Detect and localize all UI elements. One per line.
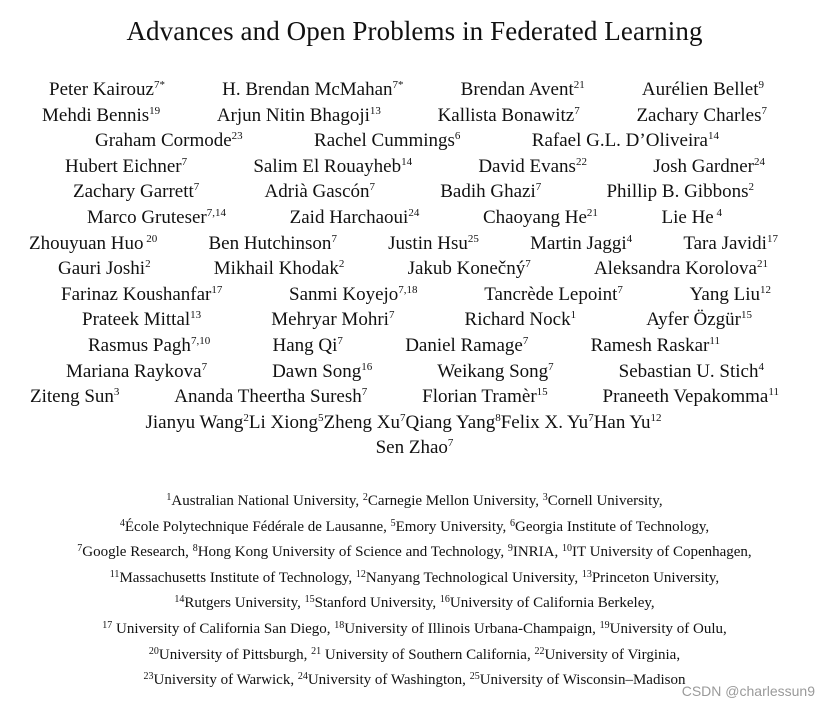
affiliation-name: Rutgers University, bbox=[184, 595, 305, 612]
author-name-text: Mehryar Mohri bbox=[271, 309, 389, 331]
affiliation-marker: 7,14 bbox=[206, 206, 227, 219]
affiliation-marker: 7 bbox=[400, 411, 406, 424]
author-name-text: Rasmus Pagh bbox=[88, 334, 191, 356]
author-name bbox=[290, 205, 420, 231]
author-name-text: Zheng Xu bbox=[323, 411, 400, 433]
author-name-text: Justin Hsu bbox=[388, 232, 468, 254]
author-name-text: Zhouyuan Huo bbox=[29, 232, 144, 254]
author-name bbox=[272, 359, 372, 385]
author-name bbox=[440, 179, 541, 205]
author-name bbox=[66, 359, 207, 385]
affiliation-row bbox=[0, 591, 829, 617]
author-name bbox=[95, 128, 243, 154]
affiliation-number: 18 bbox=[334, 619, 345, 631]
affiliation-name: University of Washington, bbox=[307, 672, 470, 689]
affiliation-marker: 7 bbox=[193, 181, 200, 194]
affiliation-marker: 7 bbox=[535, 181, 542, 194]
author-name-text: Hang Qi bbox=[272, 334, 338, 356]
author-name bbox=[289, 282, 418, 308]
author-row bbox=[0, 77, 829, 103]
author-name-text: Tancrède Lepoint bbox=[484, 283, 618, 305]
author-name bbox=[606, 179, 754, 205]
affiliation-marker: 7 bbox=[201, 360, 208, 373]
affiliation-marker: 7 bbox=[447, 437, 454, 450]
author-name bbox=[217, 103, 381, 129]
author-name-text: Marco Gruteser bbox=[87, 206, 207, 228]
author-name-text: Jianyu Wang bbox=[145, 411, 244, 433]
affiliation-number: 24 bbox=[297, 671, 308, 683]
author-name-text: H. Brendan McMahan bbox=[222, 79, 393, 100]
author-list bbox=[0, 77, 829, 461]
author-name bbox=[501, 410, 594, 436]
author-name-text: Weikang Song bbox=[437, 360, 549, 382]
author-name bbox=[594, 410, 662, 436]
affiliation-marker: 20 bbox=[143, 232, 158, 245]
author-name bbox=[483, 205, 598, 231]
author-name-text: Arjun Nitin Bhagoji bbox=[216, 104, 370, 126]
affiliation-number: 25 bbox=[469, 671, 480, 683]
author-name-text: Han Yu bbox=[593, 411, 651, 433]
author-row bbox=[0, 179, 829, 205]
affiliation-marker: 14 bbox=[708, 130, 719, 143]
affiliation-marker: 9 bbox=[758, 79, 764, 91]
affiliation-number: 5 bbox=[390, 517, 396, 529]
affiliation-name: University of Pittsburgh, bbox=[158, 646, 312, 663]
author-name bbox=[653, 154, 765, 180]
affiliation-marker: 11 bbox=[709, 334, 720, 347]
affiliation-number: 2 bbox=[362, 492, 368, 503]
author-name-text: Ben Hutchinson bbox=[208, 232, 332, 254]
affiliation-marker: 22 bbox=[575, 155, 587, 168]
affiliation-marker: 25 bbox=[467, 232, 479, 245]
author-name-text: Sanmi Koyejo bbox=[289, 283, 399, 305]
author-name-text: Sebastian U. Stich bbox=[618, 360, 759, 382]
affiliation-marker: 7 bbox=[588, 411, 594, 424]
affiliation-number: 20 bbox=[148, 645, 159, 657]
affiliation-marker: 19 bbox=[149, 104, 161, 117]
author-name bbox=[603, 384, 779, 410]
affiliation-marker: 14 bbox=[401, 155, 413, 168]
affiliation-name: University of Southern California, bbox=[321, 646, 535, 663]
affiliation-row bbox=[0, 643, 829, 669]
author-row bbox=[0, 231, 829, 257]
affiliation-name: Stanford University, bbox=[314, 595, 440, 612]
affiliation-number: 12 bbox=[355, 568, 366, 580]
author-row bbox=[0, 128, 829, 154]
affiliation-marker: 7* bbox=[153, 79, 165, 91]
author-name bbox=[29, 231, 157, 257]
author-name-text: Rachel Cummings bbox=[314, 130, 455, 152]
affiliation-name: Nanyang Technological University, bbox=[365, 569, 582, 586]
affiliation-marker: 17 bbox=[211, 283, 223, 296]
author-name bbox=[58, 256, 151, 282]
author-name-text: Hubert Eichner bbox=[65, 155, 182, 177]
author-name bbox=[636, 103, 767, 129]
affiliation-name: University of California San Diego, bbox=[112, 620, 335, 637]
affiliation-number: 10 bbox=[562, 543, 572, 555]
author-row bbox=[0, 359, 829, 385]
affiliation-number: 6 bbox=[510, 517, 516, 529]
affiliation-marker: 23 bbox=[231, 130, 243, 143]
author-name bbox=[406, 410, 501, 436]
author-name-text: Gauri Joshi bbox=[58, 258, 146, 280]
author-name-text: Badih Ghazi bbox=[440, 181, 536, 203]
author-name bbox=[82, 307, 201, 333]
author-name-text: Jakub Konečný bbox=[407, 258, 526, 280]
author-row bbox=[0, 103, 829, 129]
affiliation-name: IT University of Copenhagen, bbox=[572, 544, 752, 561]
author-name bbox=[646, 307, 752, 333]
affiliation-name: Emory University, bbox=[395, 518, 511, 535]
affiliation-number: 17 bbox=[102, 619, 113, 631]
author-name bbox=[174, 384, 367, 410]
author-name bbox=[594, 256, 768, 282]
author-name-text: Daniel Ramage bbox=[405, 334, 523, 356]
author-name bbox=[73, 179, 199, 205]
author-name-text: Richard Nock bbox=[464, 309, 571, 331]
author-name-text: Ananda Theertha Suresh bbox=[174, 386, 362, 408]
affiliation-marker: 3 bbox=[113, 386, 120, 399]
author-name-text: Adrià Gascón bbox=[264, 181, 370, 203]
affiliation-row bbox=[0, 540, 829, 566]
author-name-text: Zachary Charles bbox=[636, 104, 762, 126]
author-name bbox=[214, 256, 345, 282]
author-name bbox=[461, 77, 585, 103]
affiliation-marker: 7 bbox=[331, 232, 337, 245]
affiliation-name: University of Wisconsin–Madison bbox=[479, 672, 686, 689]
affiliation-marker: 7 bbox=[617, 283, 623, 296]
author-name-text: Martin Jaggi bbox=[530, 232, 627, 254]
author-name-text: David Evans bbox=[478, 155, 576, 177]
affiliation-number: 11 bbox=[109, 568, 120, 580]
affiliation-marker: 7 bbox=[574, 104, 580, 117]
affiliation-marker: 4 bbox=[626, 232, 633, 245]
author-name-text: Zaid Harchaoui bbox=[289, 206, 409, 228]
author-name bbox=[591, 333, 720, 359]
affiliation-name: Google Research, bbox=[82, 544, 193, 561]
affiliation-number: 22 bbox=[534, 645, 545, 657]
affiliation-name: INRIA, bbox=[512, 544, 562, 561]
author-name-text: Ayfer Özgür bbox=[646, 309, 741, 331]
author-name bbox=[272, 333, 342, 359]
author-row bbox=[0, 256, 829, 282]
author-name bbox=[88, 333, 210, 359]
author-name bbox=[253, 154, 412, 180]
affiliation-name: Australian National University, bbox=[171, 493, 363, 509]
author-name-text: Qiang Yang bbox=[405, 411, 496, 433]
affiliation-marker: 15 bbox=[536, 386, 548, 399]
author-name bbox=[265, 179, 376, 205]
author-name-text: Prateek Mittal bbox=[82, 309, 191, 331]
author-name bbox=[30, 384, 119, 410]
affiliation-marker: 7* bbox=[392, 79, 404, 91]
affiliation-number: 23 bbox=[143, 671, 154, 683]
affiliation-row bbox=[0, 489, 829, 515]
author-name bbox=[314, 128, 460, 154]
affiliation-marker: 17 bbox=[766, 232, 778, 245]
affiliation-marker: 16 bbox=[361, 360, 373, 373]
affiliation-name: University of Warwick, bbox=[153, 672, 298, 689]
author-row bbox=[0, 282, 829, 308]
affiliation-number: 1 bbox=[166, 492, 172, 503]
affiliation-marker: 7,10 bbox=[190, 334, 211, 347]
author-name-text: Brendan Avent bbox=[460, 79, 574, 100]
author-name bbox=[145, 410, 248, 436]
affiliation-name: Carnegie Mellon University, bbox=[367, 493, 543, 509]
author-name bbox=[208, 231, 336, 257]
author-name-text: Farinaz Koushanfar bbox=[61, 283, 212, 305]
affiliation-marker: 24 bbox=[408, 206, 420, 219]
author-name bbox=[42, 103, 160, 129]
watermark: CSDN @charlessun9 bbox=[681, 683, 815, 699]
author-name-text: Ramesh Raskar bbox=[590, 334, 710, 356]
author-name-text: Yang Liu bbox=[689, 283, 760, 305]
affiliation-row bbox=[0, 617, 829, 643]
author-name bbox=[249, 410, 324, 436]
affiliation-marker: 7 bbox=[369, 181, 376, 194]
affiliation-marker: 7 bbox=[761, 104, 767, 117]
affiliation-marker: 13 bbox=[369, 104, 381, 117]
affiliation-marker: 7 bbox=[522, 334, 529, 347]
author-name bbox=[408, 256, 531, 282]
author-row bbox=[0, 410, 829, 436]
affiliation-marker: 7 bbox=[181, 155, 188, 168]
affiliation-number: 21 bbox=[311, 645, 322, 657]
affiliation-marker: 21 bbox=[573, 79, 585, 91]
author-name bbox=[683, 231, 778, 257]
author-name-text: Praneeth Vepakomma bbox=[602, 386, 769, 408]
affiliation-marker: 13 bbox=[190, 309, 202, 322]
affiliation-marker: 4 bbox=[758, 360, 764, 373]
author-row bbox=[0, 205, 829, 231]
author-name bbox=[484, 282, 623, 308]
author-name-text: Lie He bbox=[661, 206, 714, 228]
author-name-text: Chaoyang He bbox=[482, 206, 587, 228]
author-name bbox=[465, 307, 577, 333]
affiliation-number: 9 bbox=[507, 543, 513, 555]
affiliation-marker: 6 bbox=[454, 130, 461, 143]
affiliation-marker: 7 bbox=[548, 360, 554, 373]
author-name bbox=[323, 410, 405, 436]
affiliation-name: Massachusetts Institute of Technology, bbox=[119, 569, 356, 586]
affiliation-name: University of Virginia, bbox=[544, 646, 681, 663]
affiliation-marker: 2 bbox=[145, 258, 151, 271]
author-name-text: Salim El Rouayheb bbox=[253, 155, 402, 177]
author-name-text: Zachary Garrett bbox=[73, 181, 194, 203]
author-name bbox=[642, 77, 764, 103]
author-name bbox=[222, 77, 403, 103]
author-name bbox=[437, 359, 553, 385]
affiliation-marker: 15 bbox=[740, 309, 752, 322]
author-name bbox=[61, 282, 222, 308]
author-row bbox=[0, 154, 829, 180]
affiliation-name: École Polytechnique Fédérale de Lausanne, bbox=[124, 518, 391, 535]
affiliation-marker: 2 bbox=[338, 258, 345, 271]
affiliation-name: Cornell University, bbox=[547, 493, 663, 509]
affiliation-number: 14 bbox=[174, 594, 185, 606]
affiliation-number: 8 bbox=[192, 543, 198, 555]
author-name bbox=[271, 307, 394, 333]
author-name-text: Kallista Bonawitz bbox=[437, 104, 575, 126]
affiliation-row bbox=[0, 566, 829, 592]
author-name-text: Felix X. Yu bbox=[500, 411, 589, 433]
author-name bbox=[376, 435, 454, 461]
affiliation-marker: 21 bbox=[586, 206, 598, 219]
affiliation-name: Georgia Institute of Technology, bbox=[515, 518, 710, 535]
author-name bbox=[49, 77, 165, 103]
affiliation-marker: 7,18 bbox=[398, 283, 418, 296]
affiliation-marker: 12 bbox=[650, 411, 662, 424]
author-name bbox=[619, 359, 764, 385]
author-row bbox=[0, 384, 829, 410]
author-name-text: Florian Tramèr bbox=[422, 386, 537, 408]
author-name-text: Graham Cormode bbox=[95, 130, 232, 152]
affiliation-marker: 5 bbox=[317, 411, 324, 424]
author-row bbox=[0, 435, 829, 461]
author-row bbox=[0, 307, 829, 333]
affiliation-row bbox=[0, 515, 829, 541]
affiliation-marker: 2 bbox=[243, 411, 249, 424]
author-row bbox=[0, 333, 829, 359]
author-name bbox=[530, 231, 632, 257]
affiliation-marker: 24 bbox=[753, 155, 765, 168]
author-name-text: Aurélien Bellet bbox=[641, 79, 759, 100]
author-name-text: Sen Zhao bbox=[375, 437, 448, 459]
affiliation-number: 3 bbox=[542, 492, 548, 503]
author-name bbox=[65, 154, 187, 180]
affiliation-marker: 7 bbox=[337, 334, 343, 347]
author-name-text: Josh Gardner bbox=[653, 155, 754, 177]
author-name-text: Rafael G.L. D’Oliveira bbox=[531, 130, 708, 152]
author-name bbox=[690, 282, 771, 308]
author-name-text: Phillip B. Gibbons bbox=[606, 181, 749, 203]
affiliation-name: University of California Berkeley, bbox=[449, 595, 655, 612]
affiliation-name: University of Illinois Urbana-Champaign, bbox=[344, 620, 600, 637]
affiliation-marker: 21 bbox=[756, 258, 768, 271]
affiliation-name: Princeton University, bbox=[591, 569, 720, 586]
affiliation-number: 7 bbox=[77, 543, 83, 555]
affiliation-number: 16 bbox=[439, 594, 450, 606]
author-name-text: Mikhail Khodak bbox=[213, 258, 339, 280]
author-name-text: Peter Kairouz bbox=[49, 79, 154, 100]
author-name-text: Dawn Song bbox=[272, 360, 362, 382]
affiliation-number: 15 bbox=[304, 594, 315, 606]
affiliation-marker: 4 bbox=[713, 206, 722, 219]
affiliation-marker: 8 bbox=[495, 411, 501, 424]
author-name bbox=[405, 333, 528, 359]
affiliation-marker: 7 bbox=[525, 258, 531, 271]
author-name-text: Ziteng Sun bbox=[30, 386, 114, 408]
affiliation-marker: 1 bbox=[570, 309, 577, 322]
author-name-text: Mehdi Bennis bbox=[42, 104, 150, 126]
author-name bbox=[388, 231, 479, 257]
author-name bbox=[662, 205, 722, 231]
author-name bbox=[478, 154, 587, 180]
author-name bbox=[422, 384, 548, 410]
author-name bbox=[438, 103, 580, 129]
author-name bbox=[87, 205, 226, 231]
author-name-text: Aleksandra Korolova bbox=[593, 258, 757, 280]
affiliation-number: 4 bbox=[119, 517, 125, 529]
author-name-text: Li Xiong bbox=[248, 411, 318, 433]
affiliation-marker: 7 bbox=[388, 309, 395, 322]
affiliation-name: University of Oulu, bbox=[609, 620, 727, 637]
author-name-text: Tara Javidi bbox=[683, 232, 767, 254]
author-name-text: Mariana Raykova bbox=[66, 360, 202, 382]
affiliation-name: Hong Kong University of Science and Technology, bbox=[197, 544, 508, 561]
affiliation-number: 13 bbox=[581, 568, 592, 580]
paper-title: Advances and Open Problems in Federated Learning bbox=[126, 16, 703, 46]
affiliation-marker: 12 bbox=[760, 283, 771, 296]
affiliation-marker: 7 bbox=[361, 386, 368, 399]
affiliation-number: 19 bbox=[599, 619, 610, 631]
author-name bbox=[532, 128, 719, 154]
affiliation-marker: 11 bbox=[768, 386, 779, 399]
affiliation-marker: 2 bbox=[748, 181, 754, 194]
affiliation-list bbox=[0, 489, 829, 694]
